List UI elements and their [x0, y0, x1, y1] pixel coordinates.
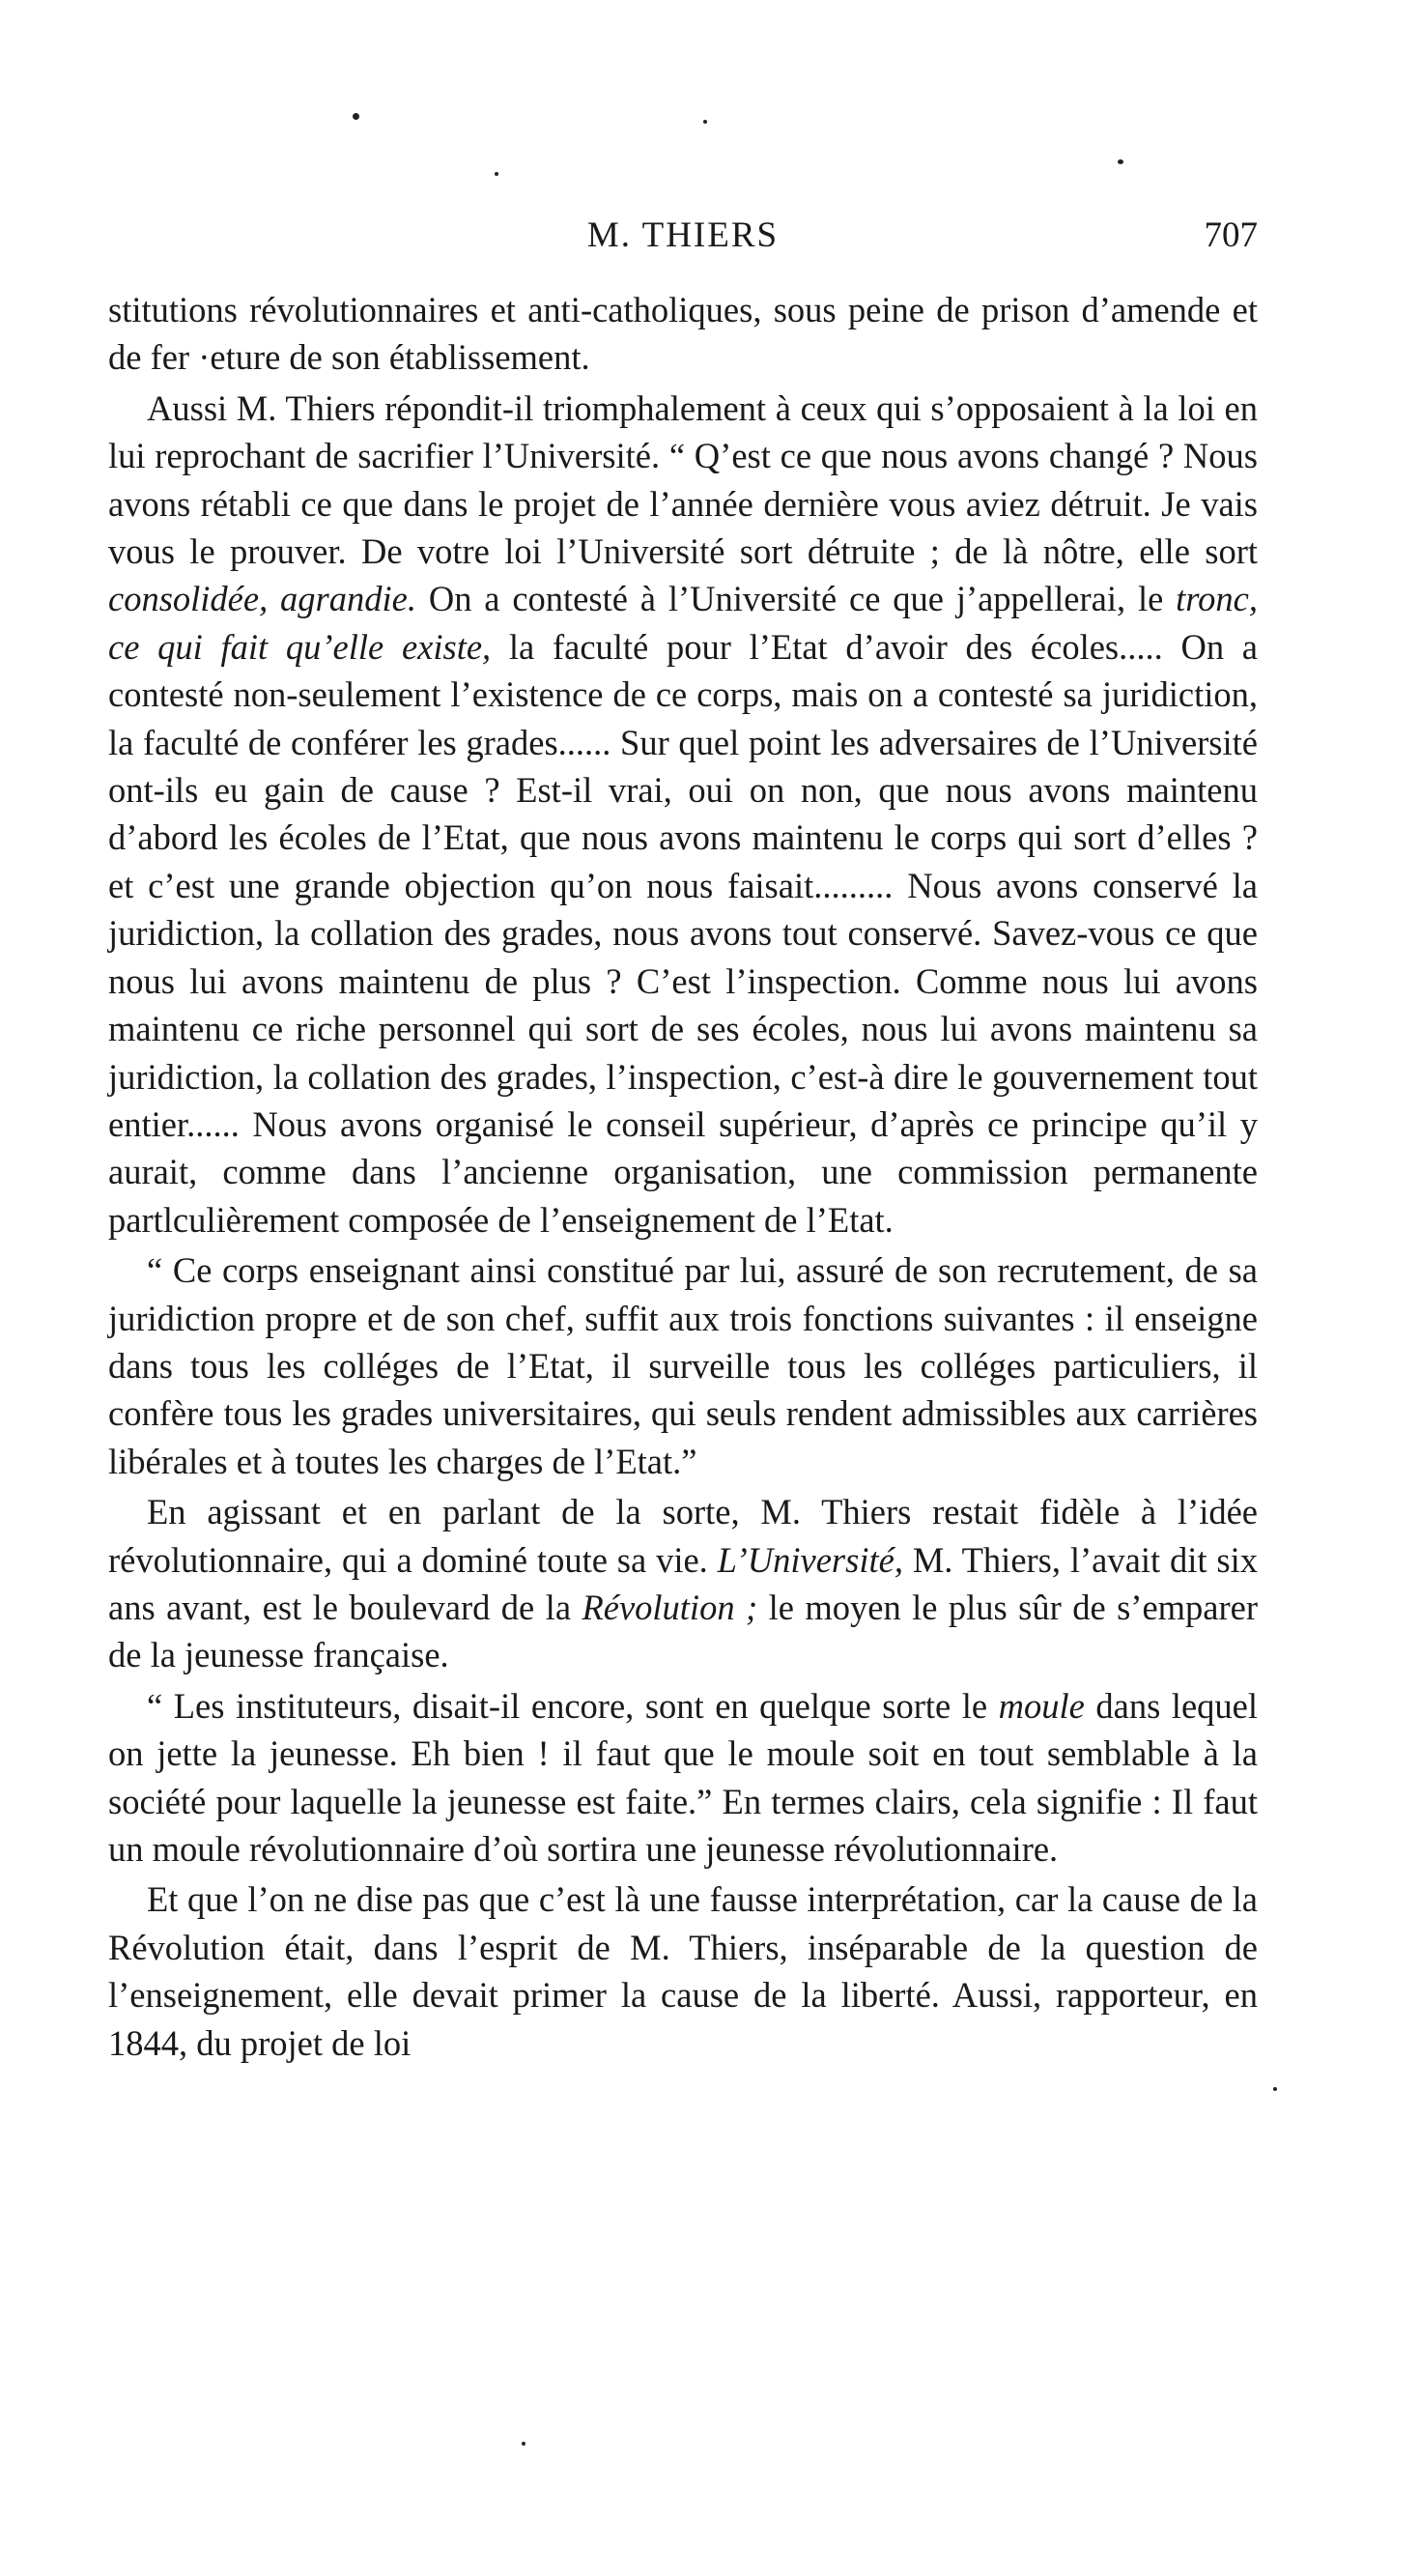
- italic-text: L’Université,: [717, 1539, 903, 1580]
- page-number: 707: [1204, 215, 1258, 255]
- italic-text: Révolution ;: [582, 1587, 758, 1627]
- running-title: M. THIERS: [586, 215, 780, 255]
- paragraph: [108, 1488, 1258, 1679]
- text-run: stitutions révolutionnaires et anti-catholiques, sous peine de prison d’amende et de fer ·eture de son établissement.: [108, 290, 1258, 378]
- text-run: Aussi M. Thiers répondit-il triomphalement à ceux qui s’opposaient à la loi en lui reprochant de sacrifier l’Université. “ Q’est ce que nous avons changé ? Nous avons rétabli ce que dans le projet de l’année dernière vous aviez détruit. Je vais vous le prouver. De votre loi l’Université sort détruite ; de là nôtre, elle sort: [108, 387, 1258, 572]
- italic-text: moule: [998, 1685, 1085, 1726]
- text-run: “ Ce corps enseignant ainsi constitué par lui, assuré de son recrutement, de sa juridiction propre et de son chef, suffit aux trois fonctions suivantes : il enseigne dans tous les colléges de l’Etat, il surveille tous les colléges particuliers, il confère tous les grades universitaires, qui seuls rendent admissibles aux carrières libérales et à toutes les charges de l’Etat.”: [108, 1250, 1258, 1481]
- text-run: la faculté pour l’Etat d’avoir des écoles..... On a contesté non-seulement l’existence de ce corps, mais on a contesté sa juridiction, la faculté de conférer les grades...... Sur quel point les adversaires de l’Université ont-ils eu gain de cause ? Est-il vrai, oui on non, que nous avons maintenu d’abord les écoles de l’Etat, que nous avons maintenu le corps qui sort d’elles ? et c’est une grande objection qu’on nous faisait......... Nous avons conservé la juridiction, la collation des grades, nous avons tout conservé. Savez-vous ce que nous lui avons maintenu de plus ? C’est l’inspection. Comme nous lui avons maintenu ce riche personnel qui sort de ses écoles, nous lui avons maintenu sa juridiction, la collation des grades, l’inspection, c’est-à dire le gouvernement tout entier...... Nous avons organisé le conseil supérieur, d’après ce principe qu’il y aurait, comme dans l’ancienne organisation, une commission permanente partlculièrement composée de l’enseignement de l’Etat.: [108, 626, 1258, 1240]
- body-text: [108, 286, 1258, 2067]
- text-run: En agissant et en parlant de la sorte, M. Thiers restait fidèle à l’idée révolutionnaire, qui a dominé toute sa vie.: [108, 1492, 1258, 1580]
- paragraph: [108, 286, 1258, 382]
- text-run: le moyen le plus sûr de s’emparer de la jeunesse française.: [108, 1587, 1258, 1675]
- paragraph: [108, 1875, 1258, 2067]
- paragraph: [108, 1246, 1258, 1485]
- running-head: [108, 215, 1258, 269]
- scan-speck: [495, 172, 498, 176]
- scan-speck: [703, 120, 707, 124]
- scan-speck: [1118, 159, 1123, 164]
- text-run: Et que l’on ne dise pas que c’est là une fausse interprétation, car la cause de la Révolution était, dans l’esprit de M. Thiers, inséparable de la question de l’enseignement, elle devait primer la cause de la liberté. Aussi, rapporteur, en 1844, du projet de loi: [108, 1879, 1258, 2063]
- paragraph: [108, 1682, 1258, 1874]
- text-run: “ Les instituteurs, disait-il encore, sont en quelque sorte le: [147, 1685, 999, 1726]
- text-run: On a contesté à l’Université ce que j’appellerai, le: [415, 579, 1177, 619]
- scan-speck: [522, 2442, 525, 2446]
- text-run: dans lequel on jette la jeunesse. Eh bien ! il faut que le moule soit en tout semblable à la société pour laquelle la jeunesse est faite.” En termes clairs, cela signifie : Il faut un moule révolutionnaire d’où sortira une jeunesse révolutionnaire.: [108, 1685, 1258, 1869]
- scan-speck: [353, 113, 359, 120]
- text-run: M. Thiers, l’avait dit six ans avant, est le boulevard de la: [108, 1539, 1258, 1627]
- paragraph: [108, 385, 1258, 1244]
- italic-text: tronc, ce qui fait qu’elle existe,: [108, 579, 1258, 667]
- italic-text: consolidée, agrandie.: [108, 579, 416, 619]
- scan-speck: [1273, 2087, 1277, 2091]
